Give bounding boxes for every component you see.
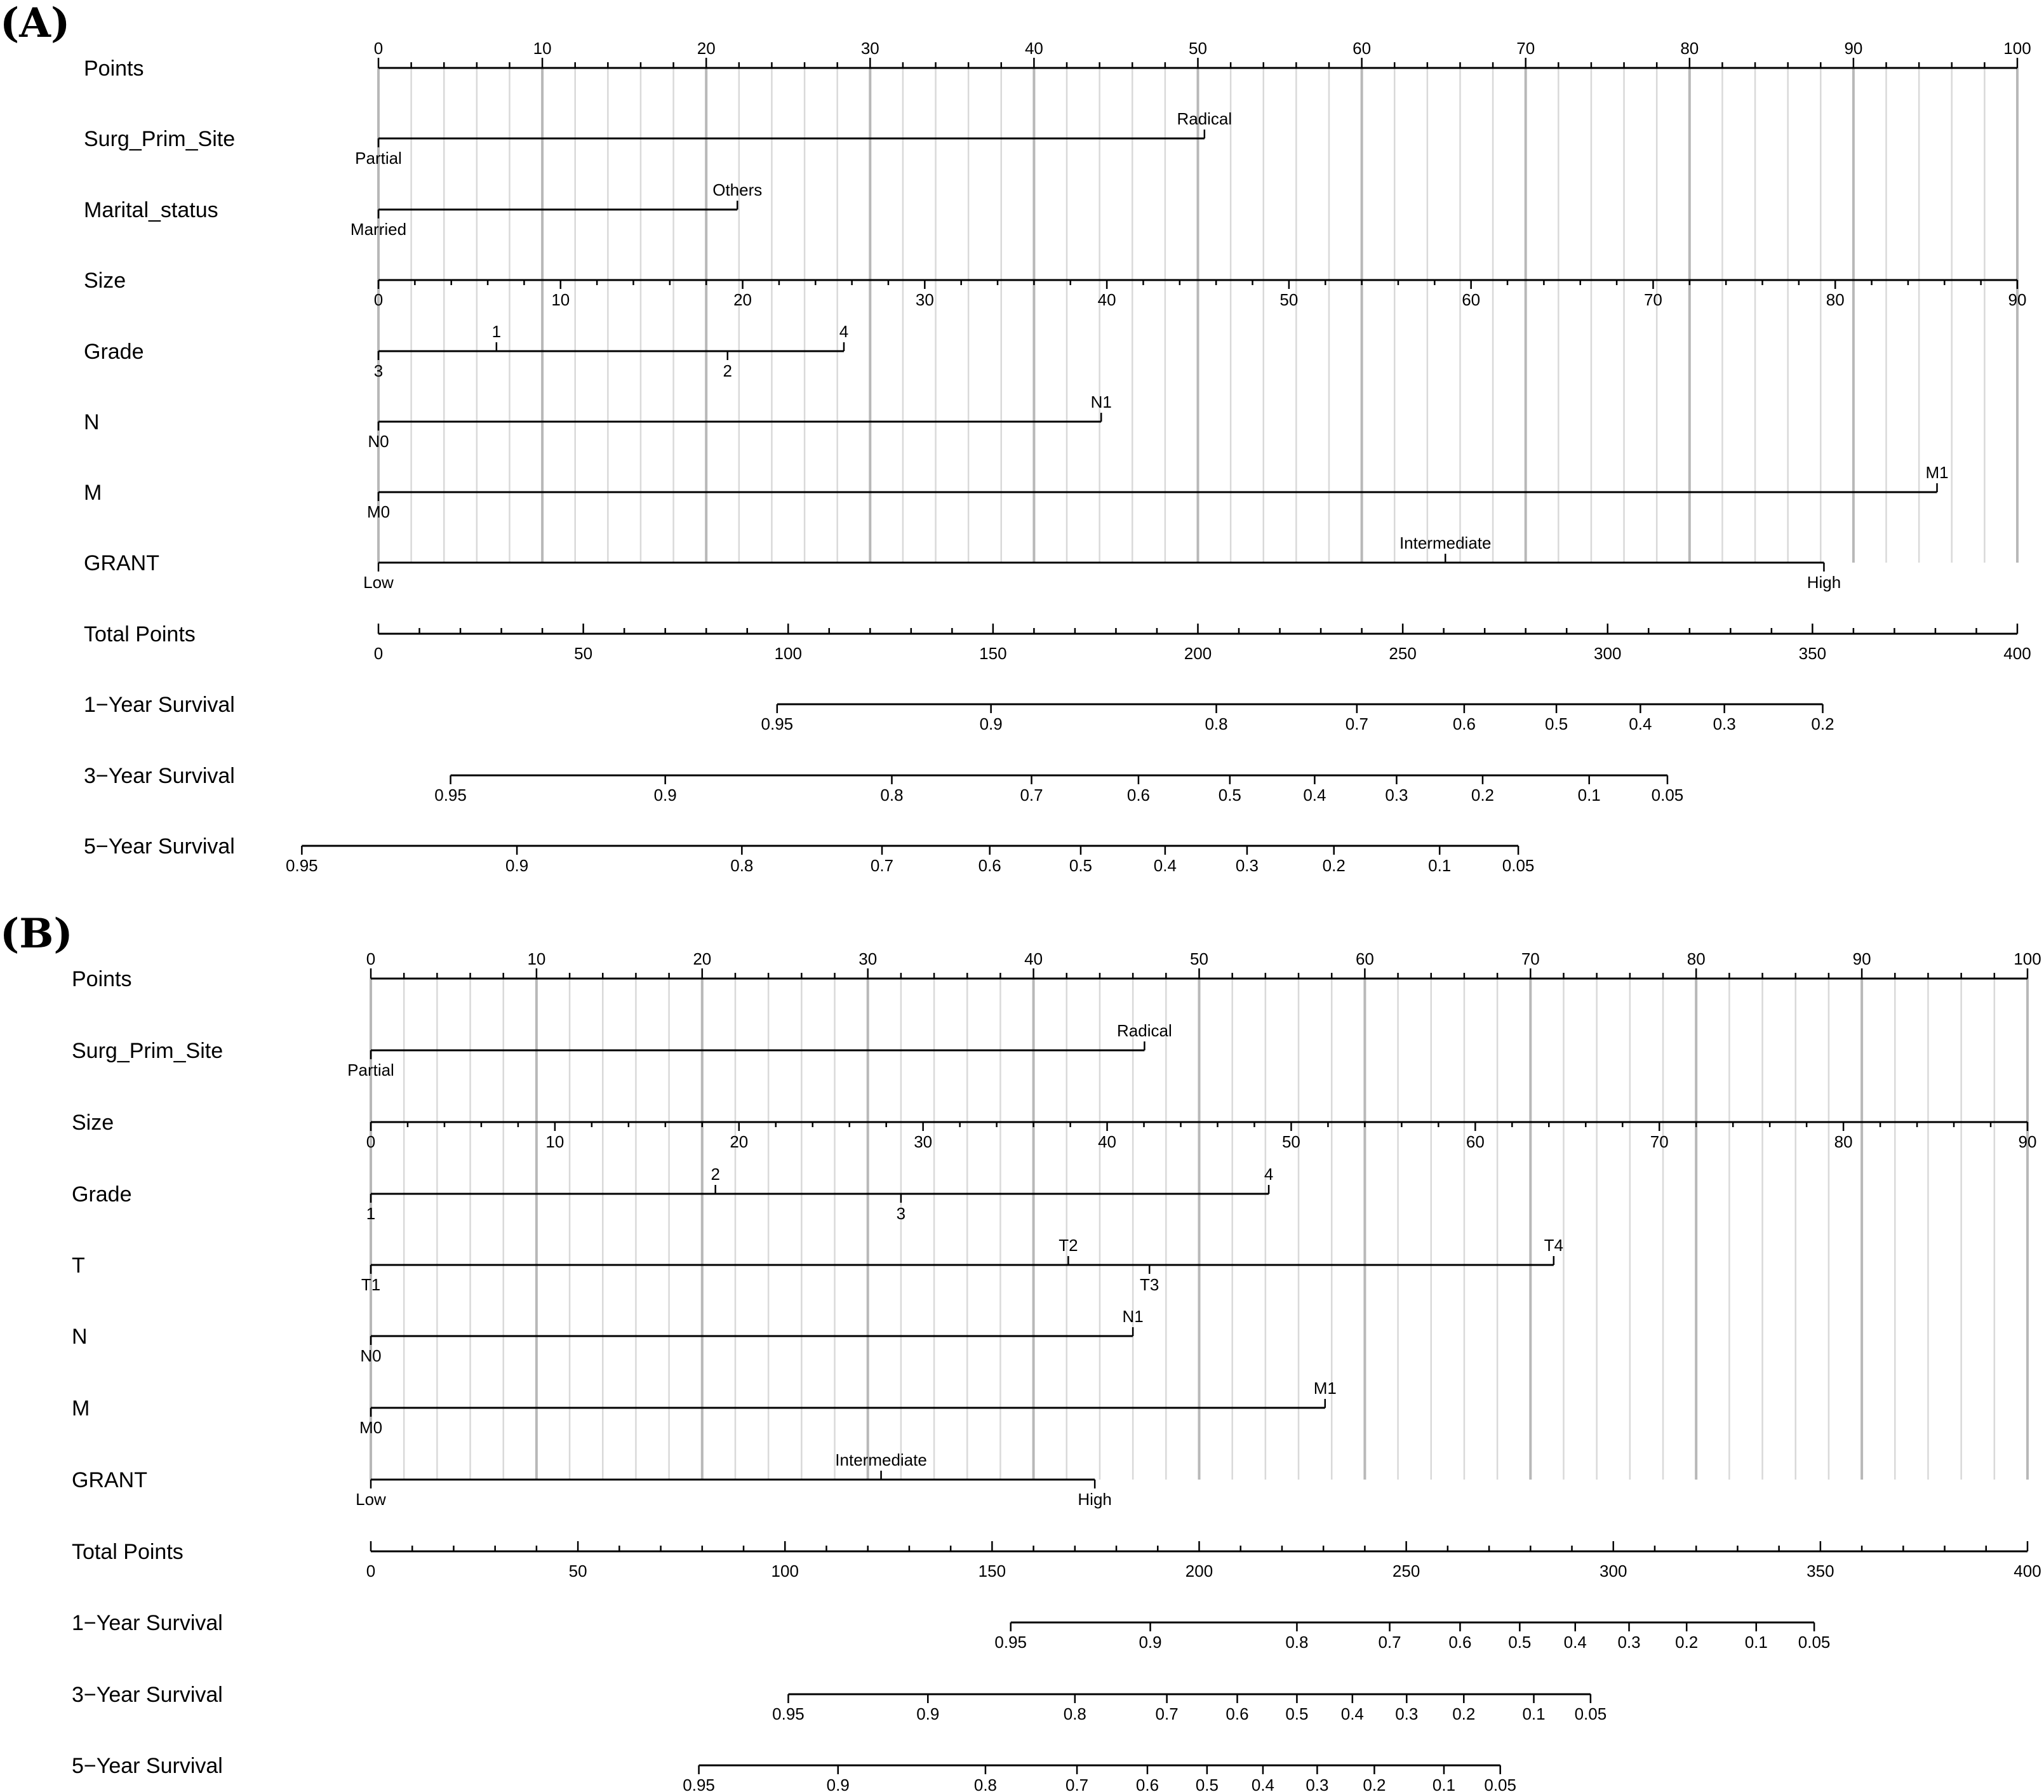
- tick-label: 10: [533, 39, 552, 58]
- survival-tick-label: 0.8: [973, 1775, 998, 1792]
- survival-tick-label: 0.8: [1063, 1704, 1086, 1723]
- survival-tick-label: 0.8: [880, 786, 904, 805]
- tick-label: 0: [373, 644, 384, 663]
- row-label: Grade: [72, 1182, 132, 1207]
- survival-tick-label: 0.3: [1713, 714, 1736, 733]
- tick-label: 350: [1798, 644, 1827, 663]
- survival-tick-label: 0.1: [1428, 856, 1452, 875]
- row-label: M: [84, 481, 102, 505]
- survival-tick-label: 0.7: [1065, 1775, 1089, 1792]
- row-label: Surg_Prim_Site: [72, 1039, 224, 1063]
- survival-tick-label: 0.5: [1218, 786, 1241, 805]
- size-tick-label: 20: [730, 1132, 749, 1151]
- survival-tick-label: 0.4: [1563, 1633, 1587, 1652]
- size-tick-label: 10: [545, 1132, 564, 1151]
- row-label: 3−Year Survival: [72, 1683, 223, 1707]
- row-label: Total Points: [72, 1540, 184, 1564]
- survival-tick-label: 0.05: [1484, 1775, 1516, 1792]
- row-label: Grade: [84, 340, 144, 364]
- tick-label: 50: [574, 644, 593, 663]
- row-label: Size: [84, 269, 126, 293]
- factor-level-label: Low: [363, 573, 394, 592]
- row-label: Points: [72, 967, 132, 991]
- size-tick-label: 60: [1466, 1132, 1485, 1151]
- tick-label: 400: [2003, 644, 2031, 663]
- tick-label: 300: [1594, 644, 1622, 663]
- survival-tick-label: 0.4: [1153, 856, 1177, 875]
- tick-label: 90: [1844, 39, 1863, 58]
- tick-label: 80: [1687, 949, 1706, 968]
- survival-tick-label: 0.3: [1385, 786, 1408, 805]
- size-tick-label: 50: [1281, 1132, 1300, 1151]
- panel-label: (A): [0, 0, 70, 47]
- tick-label: 400: [2014, 1561, 2041, 1581]
- survival-tick-label: 0.4: [1629, 714, 1652, 733]
- row-label: T: [72, 1254, 85, 1278]
- survival-tick-label: 0.9: [653, 786, 677, 805]
- survival-tick-label: 0.95: [683, 1775, 715, 1792]
- tick-label: 30: [858, 949, 878, 968]
- survival-tick-label: 0.4: [1251, 1775, 1275, 1792]
- survival-tick-label: 0.3: [1306, 1775, 1329, 1792]
- factor-level-label: 4: [1264, 1165, 1274, 1184]
- tick-label: 50: [1190, 949, 1208, 968]
- survival-tick-label: 0.3: [1235, 856, 1259, 875]
- survival-tick-label: 0.95: [286, 856, 318, 875]
- factor-level-label: T2: [1059, 1236, 1078, 1255]
- row-label: Points: [84, 57, 144, 81]
- factor-level-label: M0: [359, 1418, 383, 1437]
- size-tick-label: 50: [1279, 290, 1299, 309]
- row-label: Total Points: [84, 622, 196, 646]
- survival-tick-label: 0.2: [1811, 714, 1834, 733]
- row-label: Surg_Prim_Site: [84, 127, 236, 151]
- size-tick-label: 40: [1097, 290, 1116, 309]
- survival-tick-label: 0.1: [1522, 1704, 1546, 1723]
- survival-tick-label: 0.1: [1577, 786, 1601, 805]
- size-tick-label: 20: [733, 290, 752, 309]
- survival-tick-label: 0.3: [1617, 1633, 1641, 1652]
- survival-tick-label: 0.1: [1432, 1775, 1456, 1792]
- factor-level-label: 2: [711, 1165, 720, 1184]
- survival-tick-label: 0.2: [1363, 1775, 1386, 1792]
- size-tick-label: 60: [1462, 290, 1481, 309]
- survival-tick-label: 0.9: [916, 1704, 940, 1723]
- factor-level-label: 2: [723, 361, 732, 380]
- row-label: GRANT: [84, 551, 159, 575]
- tick-label: 60: [1355, 949, 1374, 968]
- survival-tick-label: 0.6: [1448, 1633, 1472, 1652]
- factor-level-label: Partial: [347, 1060, 394, 1080]
- factor-level-label: 3: [373, 361, 384, 380]
- factor-level-label: M1: [1925, 463, 1949, 482]
- survival-tick-label: 0.5: [1508, 1633, 1532, 1652]
- factor-level-label: Intermediate: [835, 1450, 927, 1469]
- survival-tick-label: 0.6: [1452, 714, 1476, 733]
- survival-tick-label: 0.6: [1135, 1775, 1159, 1792]
- survival-tick-label: 0.05: [1502, 856, 1535, 875]
- survival-tick-label: 0.7: [1155, 1704, 1179, 1723]
- tick-label: 250: [1389, 644, 1417, 663]
- size-tick-label: 0: [366, 1132, 376, 1151]
- tick-label: 10: [527, 949, 546, 968]
- tick-label: 20: [693, 949, 712, 968]
- tick-label: 70: [1521, 949, 1540, 968]
- tick-label: 50: [568, 1561, 587, 1581]
- tick-label: 0: [366, 949, 376, 968]
- row-label: N: [84, 410, 100, 434]
- tick-label: 150: [979, 644, 1007, 663]
- tick-label: 150: [978, 1561, 1006, 1581]
- factor-level-label: T4: [1544, 1236, 1563, 1255]
- survival-tick-label: 0.7: [870, 856, 894, 875]
- survival-tick-label: 0.95: [761, 714, 794, 733]
- survival-tick-label: 0.2: [1675, 1633, 1699, 1652]
- factor-level-label: Married: [350, 220, 407, 239]
- survival-tick-label: 0.3: [1395, 1704, 1419, 1723]
- row-label: N: [72, 1325, 88, 1349]
- survival-tick-label: 0.7: [1378, 1633, 1401, 1652]
- tick-label: 300: [1600, 1561, 1627, 1581]
- survival-tick-label: 0.05: [1574, 1704, 1607, 1723]
- row-label: GRANT: [72, 1468, 147, 1492]
- factor-level-label: M1: [1313, 1379, 1337, 1398]
- factor-level-label: High: [1078, 1490, 1112, 1509]
- tick-label: 70: [1516, 39, 1535, 58]
- survival-tick-label: 0.2: [1452, 1704, 1476, 1723]
- tick-label: 30: [860, 39, 879, 58]
- survival-tick-label: 0.95: [434, 786, 467, 805]
- survival-tick-label: 0.8: [730, 856, 754, 875]
- survival-tick-label: 0.8: [1285, 1633, 1309, 1652]
- survival-tick-label: 0.2: [1322, 856, 1346, 875]
- size-tick-label: 30: [914, 1132, 933, 1151]
- tick-label: 200: [1185, 1561, 1213, 1581]
- survival-tick-label: 0.6: [1226, 1704, 1249, 1723]
- tick-label: 0: [366, 1561, 376, 1581]
- factor-level-label: Radical: [1117, 1021, 1172, 1040]
- survival-tick-label: 0.95: [994, 1633, 1027, 1652]
- survival-tick-label: 0.8: [1205, 714, 1228, 733]
- tick-label: 60: [1353, 39, 1372, 58]
- tick-label: 100: [2014, 949, 2041, 968]
- factor-level-label: T3: [1140, 1275, 1159, 1294]
- tick-label: 100: [774, 644, 802, 663]
- survival-tick-label: 0.2: [1471, 786, 1495, 805]
- tick-label: 100: [2003, 39, 2031, 58]
- factor-level-label: N1: [1090, 392, 1112, 411]
- factor-level-label: N0: [368, 432, 389, 451]
- tick-label: 100: [771, 1561, 799, 1581]
- factor-level-label: 1: [366, 1204, 376, 1223]
- survival-tick-label: 0.5: [1545, 714, 1568, 733]
- survival-tick-label: 0.7: [1020, 786, 1043, 805]
- factor-level-label: Partial: [355, 149, 402, 168]
- factor-level-label: Others: [712, 180, 763, 199]
- tick-label: 200: [1184, 644, 1212, 663]
- size-tick-label: 70: [1650, 1132, 1669, 1151]
- survival-tick-label: 0.1: [1744, 1633, 1768, 1652]
- factor-level-label: Radical: [1177, 109, 1232, 128]
- size-tick-label: 90: [2008, 290, 2027, 309]
- tick-label: 20: [697, 39, 716, 58]
- factor-level-label: 1: [491, 322, 502, 341]
- survival-tick-label: 0.05: [1798, 1633, 1831, 1652]
- panel-label: (B): [0, 910, 73, 958]
- factor-level-label: Low: [356, 1490, 386, 1509]
- survival-tick-label: 0.4: [1340, 1704, 1364, 1723]
- tick-label: 350: [1807, 1561, 1834, 1581]
- survival-tick-label: 0.95: [772, 1704, 805, 1723]
- tick-label: 50: [1189, 39, 1207, 58]
- size-tick-label: 80: [1834, 1132, 1853, 1151]
- tick-label: 0: [373, 39, 384, 58]
- survival-tick-label: 0.7: [1345, 714, 1368, 733]
- survival-tick-label: 0.9: [1139, 1633, 1162, 1652]
- size-tick-label: 70: [1643, 290, 1662, 309]
- tick-label: 40: [1024, 949, 1043, 968]
- size-tick-label: 0: [373, 290, 384, 309]
- tick-label: 80: [1680, 39, 1699, 58]
- tick-label: 40: [1024, 39, 1043, 58]
- survival-tick-label: 0.9: [979, 714, 1003, 733]
- size-tick-label: 80: [1826, 290, 1845, 309]
- row-label: 1−Year Survival: [84, 693, 235, 717]
- tick-label: 250: [1392, 1561, 1420, 1581]
- survival-tick-label: 0.5: [1069, 856, 1093, 875]
- row-label: M: [72, 1396, 90, 1421]
- survival-tick-label: 0.9: [505, 856, 529, 875]
- factor-level-label: T1: [361, 1275, 381, 1294]
- size-tick-label: 90: [2018, 1132, 2037, 1151]
- factor-level-label: 3: [896, 1204, 906, 1223]
- row-label: 3−Year Survival: [84, 764, 235, 788]
- tick-label: 90: [1852, 949, 1871, 968]
- survival-tick-label: 0.5: [1285, 1704, 1309, 1723]
- survival-tick-label: 0.9: [826, 1775, 850, 1792]
- factor-level-label: Intermediate: [1399, 533, 1492, 552]
- factor-level-label: M0: [366, 502, 391, 521]
- row-label: 1−Year Survival: [72, 1611, 223, 1635]
- survival-tick-label: 0.5: [1195, 1775, 1219, 1792]
- factor-level-label: High: [1807, 573, 1841, 592]
- factor-level-label: 4: [839, 322, 849, 341]
- size-tick-label: 40: [1098, 1132, 1117, 1151]
- factor-level-label: N0: [360, 1346, 382, 1365]
- survival-tick-label: 0.4: [1303, 786, 1326, 805]
- size-tick-label: 10: [551, 290, 570, 309]
- row-label: Marital_status: [84, 198, 218, 222]
- survival-tick-label: 0.6: [978, 856, 1001, 875]
- factor-level-label: N1: [1122, 1307, 1144, 1326]
- survival-tick-label: 0.6: [1126, 786, 1151, 805]
- row-label: Size: [72, 1111, 114, 1135]
- survival-tick-label: 0.05: [1651, 786, 1684, 805]
- row-label: 5−Year Survival: [84, 834, 235, 859]
- size-tick-label: 30: [915, 290, 934, 309]
- row-label: 5−Year Survival: [72, 1754, 223, 1778]
